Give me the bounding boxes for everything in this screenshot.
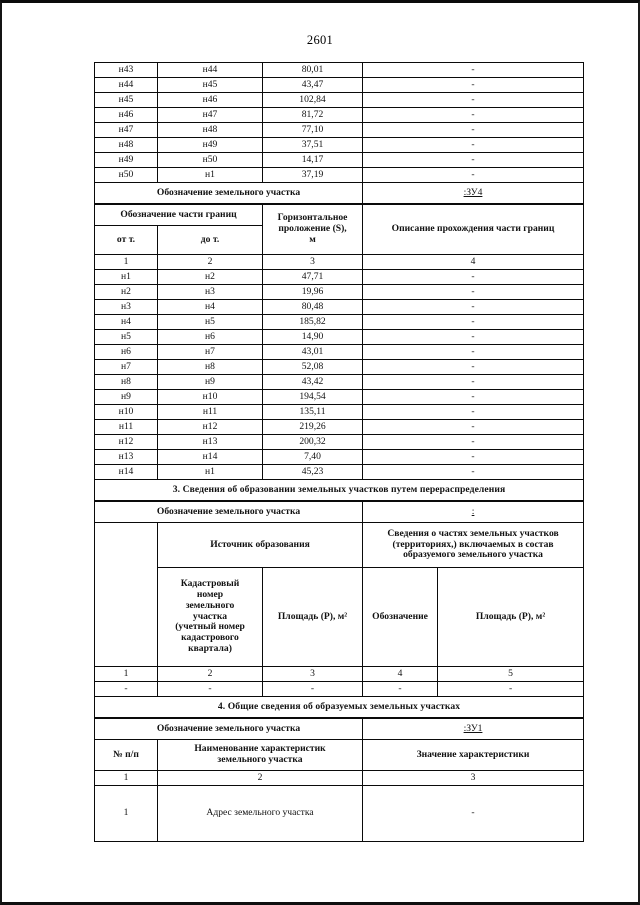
- continued-boundary-table: [94, 62, 584, 204]
- cell-description: -: [363, 168, 584, 183]
- cell-to: н11: [158, 405, 263, 420]
- table-row: [95, 786, 584, 842]
- cell-description: -: [363, 108, 584, 123]
- header-row-top: [95, 205, 584, 226]
- cell-to: н46: [158, 93, 263, 108]
- cell-length: 37,19: [263, 168, 363, 183]
- cell-from: н43: [95, 63, 158, 78]
- section3-title: 3. Сведения об образовании земельных участков путем перераспределения: [95, 480, 584, 501]
- cell-to: н48: [158, 123, 263, 138]
- header-horizontal-length-line3: м: [309, 233, 316, 245]
- cell-from: н44: [95, 78, 158, 93]
- header-cadastral-number-line3: земельного: [185, 599, 235, 611]
- cell-to: н50: [158, 153, 263, 168]
- cell-length: 45,23: [263, 465, 363, 480]
- cell-from: н7: [95, 360, 158, 375]
- section3-designation-row: [95, 502, 584, 523]
- cell-to: н3: [158, 285, 263, 300]
- designation-value-cell: [363, 502, 584, 523]
- header-characteristic-name-line2: земельного участка: [217, 754, 303, 765]
- column-number: 1: [95, 255, 158, 270]
- table-row: [95, 375, 584, 390]
- header-characteristic-name: [158, 740, 363, 771]
- column-number: 1: [95, 771, 158, 786]
- cell-to: н44: [158, 63, 263, 78]
- document-tables: [94, 62, 583, 842]
- cell-from: н45: [95, 93, 158, 108]
- column-number-row: [95, 255, 584, 270]
- cell-part-designation: -: [363, 682, 438, 697]
- table-row: [95, 270, 584, 285]
- cell-from: н48: [95, 138, 158, 153]
- cell-to: н14: [158, 450, 263, 465]
- designation-row-zu4: [95, 183, 584, 204]
- cell-from: н5: [95, 330, 158, 345]
- cell-to: н9: [158, 375, 263, 390]
- cell-length: 185,82: [263, 315, 363, 330]
- cell-length: 7,40: [263, 450, 363, 465]
- designation-label: Обозначение земельного участка: [95, 719, 363, 740]
- header-included-parts: [363, 523, 584, 568]
- cell-to: н7: [158, 345, 263, 360]
- cell-description: -: [363, 405, 584, 420]
- cell-from: н10: [95, 405, 158, 420]
- header-included-parts-line2: (территориях,) включаемых в состав: [392, 538, 554, 550]
- table-row: [95, 153, 584, 168]
- cell-length: 81,72: [263, 108, 363, 123]
- cell-description: -: [363, 330, 584, 345]
- table-row: [95, 78, 584, 93]
- column-number: 4: [363, 667, 438, 682]
- header-boundary-part: Обозначение части границ: [95, 205, 263, 226]
- table-row: [95, 300, 584, 315]
- table-row: [95, 450, 584, 465]
- header-from-point: от т.: [95, 226, 158, 255]
- cell-length: 80,48: [263, 300, 363, 315]
- cell-from: н1: [95, 270, 158, 285]
- section3-table: [94, 501, 584, 718]
- table-row: [95, 138, 584, 153]
- column-number: 2: [158, 771, 363, 786]
- cell-description: -: [363, 375, 584, 390]
- cell-length: 77,10: [263, 123, 363, 138]
- header-cadastral-number: [158, 568, 263, 667]
- table-row: [95, 435, 584, 450]
- header-part-designation: Обозначение: [363, 568, 438, 667]
- cell-characteristic-name: Адрес земельного участка: [158, 786, 363, 842]
- column-number: 1: [95, 667, 158, 682]
- cell-description: -: [363, 93, 584, 108]
- table-row: [95, 63, 584, 78]
- cell-description: -: [363, 345, 584, 360]
- cell-description: -: [363, 300, 584, 315]
- column-number: 3: [263, 255, 363, 270]
- column-number: 2: [158, 667, 263, 682]
- cell-length: 19,96: [263, 285, 363, 300]
- header-horizontal-length-line1: Горизонтальное: [277, 212, 348, 224]
- header-cadastral-number-line5: (учетный номер: [175, 621, 245, 633]
- table-row: [95, 390, 584, 405]
- designation-value: :: [471, 505, 475, 517]
- cell-to: н4: [158, 300, 263, 315]
- cell-to: н45: [158, 78, 263, 93]
- cell-length: 200,32: [263, 435, 363, 450]
- section3-column-number-row: [95, 667, 584, 682]
- header-description: Описание прохождения части границ: [363, 205, 584, 255]
- cell-length: 219,26: [263, 420, 363, 435]
- cell-length: 80,01: [263, 63, 363, 78]
- cell-to: н2: [158, 270, 263, 285]
- cell-length: 43,01: [263, 345, 363, 360]
- designation-value: :ЗУ4: [463, 186, 483, 198]
- section3-title-row: [95, 480, 584, 501]
- table-row: [95, 93, 584, 108]
- header-cadastral-number-line7: квартала): [188, 642, 232, 654]
- cell-cadastral-number: -: [158, 682, 263, 697]
- cell-description: -: [363, 360, 584, 375]
- cell-from: н13: [95, 450, 158, 465]
- cell-to: н1: [158, 465, 263, 480]
- cell-description: -: [363, 78, 584, 93]
- cell-length: 37,51: [263, 138, 363, 153]
- cell-description: -: [363, 138, 584, 153]
- column-number: 4: [363, 255, 584, 270]
- cell-from: н47: [95, 123, 158, 138]
- cell-to: н13: [158, 435, 263, 450]
- cell-characteristic-value: -: [363, 786, 584, 842]
- table-row: [95, 465, 584, 480]
- cell-to: н1: [158, 168, 263, 183]
- cell-description: -: [363, 285, 584, 300]
- header-no: № п/п: [95, 740, 158, 771]
- cell-description: -: [363, 465, 584, 480]
- section3-header-row-bottom: [95, 568, 584, 667]
- header-included-parts-line3: образуемого земельного участка: [403, 549, 543, 561]
- cell-length: 14,90: [263, 330, 363, 345]
- header-horizontal-length-line2: проложение (S),: [278, 223, 347, 235]
- table-row: [95, 285, 584, 300]
- cell-to: н12: [158, 420, 263, 435]
- cell-description: -: [363, 450, 584, 465]
- cell-length: 43,47: [263, 78, 363, 93]
- cell-length: 47,71: [263, 270, 363, 285]
- header-source-of-formation: Источник образования: [158, 523, 363, 568]
- cell-to: н6: [158, 330, 263, 345]
- parcel-zu4-boundary-table: [94, 204, 584, 501]
- table-row: [95, 345, 584, 360]
- cell-from: н49: [95, 153, 158, 168]
- cell-from: н11: [95, 420, 158, 435]
- section4-column-number-row: [95, 771, 584, 786]
- table-row: [95, 123, 584, 138]
- designation-value-cell: [363, 719, 584, 740]
- cell-description: -: [363, 435, 584, 450]
- cell-to: н8: [158, 360, 263, 375]
- cell-description: -: [363, 63, 584, 78]
- section3-header-row-top: [95, 523, 584, 568]
- column-number: 5: [438, 667, 584, 682]
- section4-table: [94, 718, 584, 842]
- column-number: 3: [363, 771, 584, 786]
- cell-description: -: [363, 123, 584, 138]
- header-area-part: Площадь (Р), м²: [438, 568, 584, 667]
- column-number: 3: [263, 667, 363, 682]
- cell-from: н3: [95, 300, 158, 315]
- designation-value: :ЗУ1: [463, 722, 483, 734]
- cell-to: н49: [158, 138, 263, 153]
- designation-label: Обозначение земельного участка: [95, 502, 363, 523]
- section4-designation-row: [95, 719, 584, 740]
- cell-from: н9: [95, 390, 158, 405]
- table-row: [95, 405, 584, 420]
- header-characteristic-value: Значение характеристики: [363, 740, 584, 771]
- designation-label: Обозначение земельного участка: [95, 183, 363, 204]
- cell-from: н14: [95, 465, 158, 480]
- cell-no: 1: [95, 786, 158, 842]
- cell-description: -: [363, 270, 584, 285]
- header-horizontal-length: [263, 205, 363, 255]
- page-number: 2601: [306, 33, 334, 47]
- table-row: [95, 108, 584, 123]
- cell-description: -: [363, 390, 584, 405]
- section4-title: 4. Общие сведения об образуемых земельных участках: [95, 697, 584, 718]
- cell-area-source: -: [263, 682, 363, 697]
- cell-to: н47: [158, 108, 263, 123]
- cell-to: н10: [158, 390, 263, 405]
- cell-to: н5: [158, 315, 263, 330]
- cell-from: н50: [95, 168, 158, 183]
- header-cadastral-number-line4: участка: [192, 610, 228, 622]
- cell-area-part: -: [438, 682, 584, 697]
- table-row: [95, 682, 584, 697]
- section4-header-row: [95, 740, 584, 771]
- cell-length: 14,17: [263, 153, 363, 168]
- header-cadastral-number-line6: кадастрового: [181, 632, 239, 644]
- cell-length: 52,08: [263, 360, 363, 375]
- header-cadastral-number-line1: Кадастровый: [180, 578, 240, 590]
- column-number: 2: [158, 255, 263, 270]
- table-row: [95, 168, 584, 183]
- table-row: [95, 315, 584, 330]
- cell-length: 43,42: [263, 375, 363, 390]
- table-row: [95, 420, 584, 435]
- designation-value-cell: [363, 183, 584, 204]
- cell-description: -: [363, 420, 584, 435]
- cell-length: 135,11: [263, 405, 363, 420]
- header-area-source: Площадь (Р), м²: [263, 568, 363, 667]
- cell-from: н2: [95, 285, 158, 300]
- cell-description: -: [363, 315, 584, 330]
- cell-from: н8: [95, 375, 158, 390]
- header-to-point: до т.: [158, 226, 263, 255]
- cell-length: 102,84: [263, 93, 363, 108]
- table-row: [95, 360, 584, 375]
- cell-from: н4: [95, 315, 158, 330]
- section4-title-row: [95, 697, 584, 718]
- cell-from: н6: [95, 345, 158, 360]
- header-characteristic-name-line1: Наименование характеристик: [194, 743, 326, 755]
- page-content: [7, 7, 633, 897]
- cell-from: н12: [95, 435, 158, 450]
- empty-corner-cell: [95, 523, 158, 667]
- header-cadastral-number-line2: номер: [196, 589, 224, 601]
- cell-no: -: [95, 682, 158, 697]
- table-row: [95, 330, 584, 345]
- header-included-parts-line1: Сведения о частях земельных участков: [387, 527, 559, 539]
- cell-description: -: [363, 153, 584, 168]
- cell-from: н46: [95, 108, 158, 123]
- cell-length: 194,54: [263, 390, 363, 405]
